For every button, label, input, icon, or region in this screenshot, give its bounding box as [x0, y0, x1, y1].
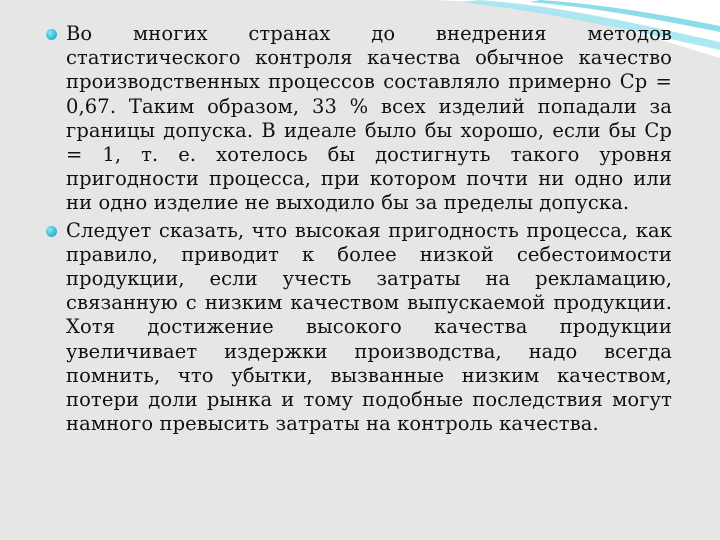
paragraph-text: Во многих странах до внедрения методов статистического контроля качества обычное качество производственных процессов составляло примерно Ср = 0,67. Таким образом, 33 % всех изделий попадали за границы допуска. В идеале было бы хорошо, если бы Ср = 1, т. е. хотелось бы достигнуть такого уровня пригодности процесса, при котором почти ни одно или ни одно изделие не выходило бы за пределы допуска.: [66, 22, 672, 215]
paragraph-text: Следует сказать, что высокая пригодность процесса, как правило, приводит к более низкой себестоимости продукции, если учесть затраты на рекламацию, связанную с низким качеством выпускаемой продукции. Хотя достижение высокого качества продукции увеличивает издержки производства, надо всегда помнить, что убытки, вызванные низким качеством, потери доли рынка и тому подобные последствия могут намного превысить затраты на контроль качества.: [66, 218, 672, 436]
paragraph-cp-quality: [44, 22, 672, 216]
text-body: [44, 22, 672, 439]
bullet-dot-icon: [46, 226, 57, 237]
paragraph-process-capability: [44, 219, 672, 437]
bullet-dot-icon: [46, 29, 57, 40]
